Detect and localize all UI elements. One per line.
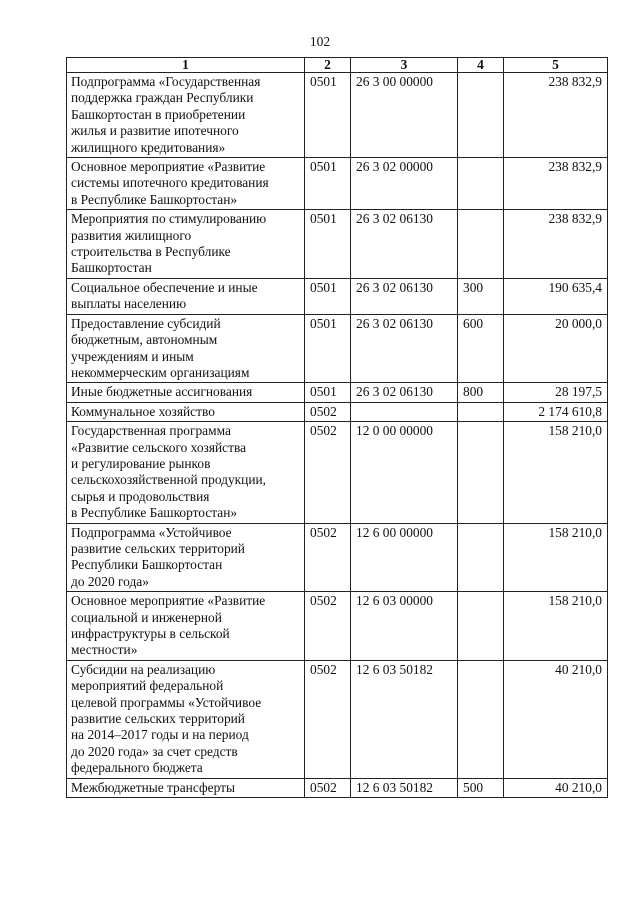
amount-cell: 20 000,0 [504, 314, 608, 383]
amount-cell: 40 210,0 [504, 778, 608, 797]
section-code-cell: 0501 [305, 278, 351, 314]
table-body [67, 73, 608, 798]
section-code-cell: 0501 [305, 158, 351, 210]
section-code-cell: 0501 [305, 314, 351, 383]
amount-cell: 2 174 610,8 [504, 402, 608, 421]
expense-type-cell: 800 [458, 383, 504, 402]
row-name-cell: Основное мероприятие «Развитие системы ипотечного кредитования в Республике Башкортостан» [67, 158, 305, 210]
row-name-cell: Основное мероприятие «Развитие социальной и инженерной инфраструктуры в сельской местности» [67, 592, 305, 661]
target-article-cell: 26 3 02 06130 [351, 383, 458, 402]
expense-type-cell [458, 158, 504, 210]
target-article-cell: 26 3 02 06130 [351, 210, 458, 279]
page-number: 102 [309, 34, 331, 49]
section-code-cell: 0502 [305, 592, 351, 661]
section-code-cell: 0501 [305, 383, 351, 402]
row-name-cell: Государственная программа «Развитие сельского хозяйства и регулирование рынков сельскохозяйственной продукции, сырья и продовольствия в Республике Башкортостан» [67, 422, 305, 523]
table-row [67, 660, 608, 778]
amount-cell: 28 197,5 [504, 383, 608, 402]
target-article-cell: 26 3 02 06130 [351, 278, 458, 314]
table-row [67, 523, 608, 592]
amount-cell: 238 832,9 [504, 73, 608, 158]
table-row [67, 73, 608, 158]
expense-type-cell [458, 402, 504, 421]
section-code-cell: 0502 [305, 660, 351, 778]
table-row [67, 383, 608, 402]
row-name-cell: Мероприятия по стимулированию развития жилищного строительства в Республике Башкортостан [67, 210, 305, 279]
expense-type-cell [458, 210, 504, 279]
row-name-cell: Межбюджетные трансферты [67, 778, 305, 797]
amount-cell: 158 210,0 [504, 523, 608, 592]
row-name-cell: Социальное обеспечение и иные выплаты населению [67, 278, 305, 314]
table-row [67, 402, 608, 421]
amount-cell: 40 210,0 [504, 660, 608, 778]
expense-type-cell [458, 422, 504, 523]
column-header: 1 [67, 58, 305, 73]
amount-cell: 158 210,0 [504, 592, 608, 661]
table-row [67, 314, 608, 383]
row-name-cell: Предоставление субсидий бюджетным, автономным учреждениям и иным некоммерческим организациям [67, 314, 305, 383]
row-name-cell: Подпрограмма «Государственная поддержка граждан Республики Башкортостан в приобретении жилья и развитие ипотечного жилищного кредитования» [67, 73, 305, 158]
target-article-cell: 12 0 00 00000 [351, 422, 458, 523]
table-row [67, 778, 608, 797]
expense-type-cell [458, 523, 504, 592]
target-article-cell: 12 6 00 00000 [351, 523, 458, 592]
section-code-cell: 0502 [305, 422, 351, 523]
target-article-cell: 26 3 02 06130 [351, 314, 458, 383]
section-code-cell: 0502 [305, 402, 351, 421]
column-header: 3 [351, 58, 458, 73]
target-article-cell: 12 6 03 00000 [351, 592, 458, 661]
target-article-cell: 26 3 00 00000 [351, 73, 458, 158]
row-name-cell: Иные бюджетные ассигнования [67, 383, 305, 402]
section-code-cell: 0501 [305, 73, 351, 158]
expense-type-cell [458, 660, 504, 778]
table-row [67, 422, 608, 523]
section-code-cell: 0502 [305, 778, 351, 797]
row-name-cell: Подпрограмма «Устойчивое развитие сельских территорий Республики Башкортостан до 2020 года» [67, 523, 305, 592]
target-article-cell: 26 3 02 00000 [351, 158, 458, 210]
row-name-cell: Субсидии на реализацию мероприятий федеральной целевой программы «Устойчивое развитие сельских территорий на 2014–2017 годы и на период до 2020 года» за счет средств федерального бюджета [67, 660, 305, 778]
row-name-cell: Коммунальное хозяйство [67, 402, 305, 421]
expense-type-cell [458, 592, 504, 661]
amount-cell: 158 210,0 [504, 422, 608, 523]
column-header: 2 [305, 58, 351, 73]
table-row [67, 158, 608, 210]
column-header: 4 [458, 58, 504, 73]
amount-cell: 238 832,9 [504, 210, 608, 279]
target-article-cell: 12 6 03 50182 [351, 660, 458, 778]
amount-cell: 190 635,4 [504, 278, 608, 314]
expense-type-cell: 500 [458, 778, 504, 797]
table-row [67, 592, 608, 661]
section-code-cell: 0501 [305, 210, 351, 279]
table-header-row [67, 58, 608, 73]
expense-type-cell [458, 73, 504, 158]
target-article-cell [351, 402, 458, 421]
table-row [67, 278, 608, 314]
budget-table [66, 57, 608, 798]
expense-type-cell: 300 [458, 278, 504, 314]
section-code-cell: 0502 [305, 523, 351, 592]
expense-type-cell: 600 [458, 314, 504, 383]
target-article-cell: 12 6 03 50182 [351, 778, 458, 797]
amount-cell: 238 832,9 [504, 158, 608, 210]
column-header: 5 [504, 58, 608, 73]
table-row [67, 210, 608, 279]
